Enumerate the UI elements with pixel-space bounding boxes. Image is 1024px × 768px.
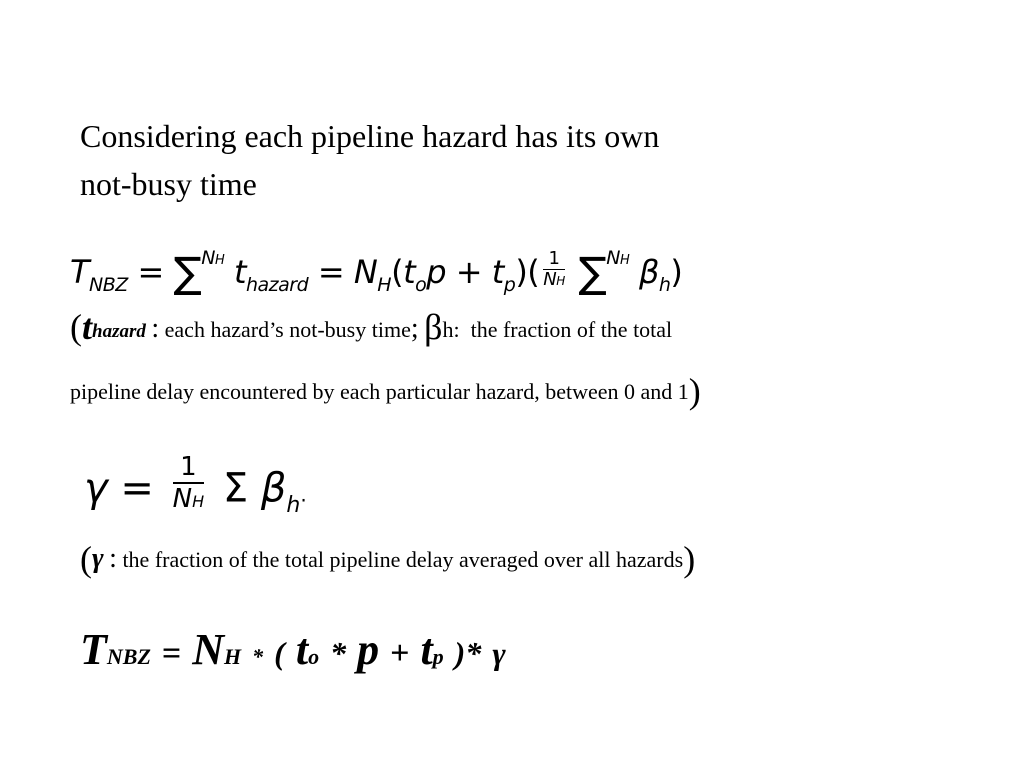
note1-t: t bbox=[82, 307, 93, 347]
eq1-plus: + bbox=[455, 253, 483, 291]
note1-paren-open: ( bbox=[70, 307, 82, 347]
eq3-n-sub: H bbox=[224, 644, 242, 669]
note2-text: pipeline delay encountered by each particular hazard, between 0 and 1 bbox=[70, 379, 689, 404]
eq1-frac-den: NH bbox=[543, 269, 565, 290]
eq1-t-hazard-sub: hazard bbox=[246, 274, 309, 296]
eq1-sigma2-sup: NH bbox=[606, 247, 630, 269]
eq1-sigma-sup: NH bbox=[201, 247, 225, 269]
eq2-dot: . bbox=[300, 482, 307, 507]
eq3-t-sub: NBZ bbox=[106, 644, 151, 669]
eq2-fraction bbox=[173, 452, 204, 517]
note2-paren-close: ) bbox=[688, 371, 701, 411]
note1-t-sub: hazard bbox=[92, 321, 146, 342]
eq3-n: N bbox=[192, 625, 225, 674]
eq1-to: t bbox=[403, 253, 416, 291]
eq1-equals: = bbox=[137, 253, 164, 291]
eq1-t-hazard: t bbox=[233, 253, 246, 291]
eq1-nh: N bbox=[353, 253, 378, 291]
eq1-fraction bbox=[543, 249, 565, 291]
note1-colon: : bbox=[151, 313, 160, 344]
note3-paren-open: ( bbox=[80, 539, 92, 579]
eq3-t-p: t bbox=[420, 625, 433, 674]
equation-t-nbz-final bbox=[80, 624, 506, 675]
eq3-t-o: t bbox=[295, 625, 309, 674]
eq1-tp: t bbox=[491, 253, 504, 291]
eq1-lhs-sub: NBZ bbox=[89, 274, 128, 296]
eq3-equals: = bbox=[161, 635, 182, 672]
eq2-sigma: Σ bbox=[222, 465, 249, 512]
eq3-star-1: * bbox=[252, 644, 264, 669]
eq2-frac-den: NH bbox=[172, 484, 205, 514]
eq1-nh-sub: H bbox=[377, 274, 392, 296]
eq2-beta: β bbox=[260, 465, 287, 512]
eq1-sigma: ∑ bbox=[173, 248, 202, 297]
eq1-paren-open: ( bbox=[391, 253, 404, 291]
heading-line-2: not-busy time bbox=[80, 166, 257, 202]
note3-text: the fraction of the total pipeline delay averaged over all hazards bbox=[122, 547, 684, 572]
slide-heading bbox=[80, 112, 840, 208]
note1-text-1: each hazard’s not-busy time bbox=[164, 317, 411, 342]
note-t-hazard-definition bbox=[70, 306, 672, 348]
eq1-beta: β bbox=[638, 253, 659, 291]
eq1-p: p bbox=[426, 253, 447, 291]
note1-semicolon: ; bbox=[410, 313, 419, 344]
note1-beta: β bbox=[424, 307, 443, 347]
eq3-plus: + bbox=[390, 635, 410, 672]
eq2-frac-num: 1 bbox=[173, 452, 204, 484]
note3-colon: : bbox=[109, 543, 117, 574]
eq1-equals-2: = bbox=[317, 253, 345, 291]
eq1-frac-num: 1 bbox=[543, 249, 565, 270]
eq1-tp-sub: p bbox=[503, 274, 516, 296]
eq3-star-2: * bbox=[330, 635, 347, 671]
note-beta-definition bbox=[70, 370, 701, 412]
note1-text-2: h: the fraction of the total bbox=[442, 317, 673, 342]
eq1-lhs-t: T bbox=[70, 253, 90, 291]
eq3-paren-open: ( bbox=[274, 635, 285, 671]
eq1-paren-close: ) bbox=[670, 253, 683, 291]
eq1-paren-mid: )( bbox=[515, 253, 540, 291]
eq2-beta-sub: h bbox=[286, 492, 301, 518]
equation-t-nbz-sum bbox=[70, 244, 682, 295]
note-gamma-definition bbox=[80, 538, 695, 580]
note3-paren-close: ) bbox=[683, 539, 696, 579]
eq3-t-p-sub: p bbox=[432, 644, 444, 669]
eq2-equals: = bbox=[120, 465, 154, 512]
eq3-t: T bbox=[80, 625, 107, 674]
eq3-t-o-sub: o bbox=[308, 644, 320, 669]
eq1-sigma-2: ∑ bbox=[578, 248, 607, 297]
eq1-to-sub: o bbox=[415, 274, 427, 296]
note3-gamma: γ bbox=[92, 543, 104, 574]
eq1-beta-sub: h bbox=[658, 274, 671, 296]
heading-line-1: Considering each pipeline hazard has its own bbox=[80, 118, 660, 154]
eq3-close-star: )* bbox=[454, 635, 482, 671]
eq2-gamma: γ bbox=[84, 465, 108, 512]
equation-gamma bbox=[84, 452, 307, 523]
eq3-gamma: γ bbox=[492, 635, 506, 671]
eq3-p: p bbox=[357, 625, 380, 674]
